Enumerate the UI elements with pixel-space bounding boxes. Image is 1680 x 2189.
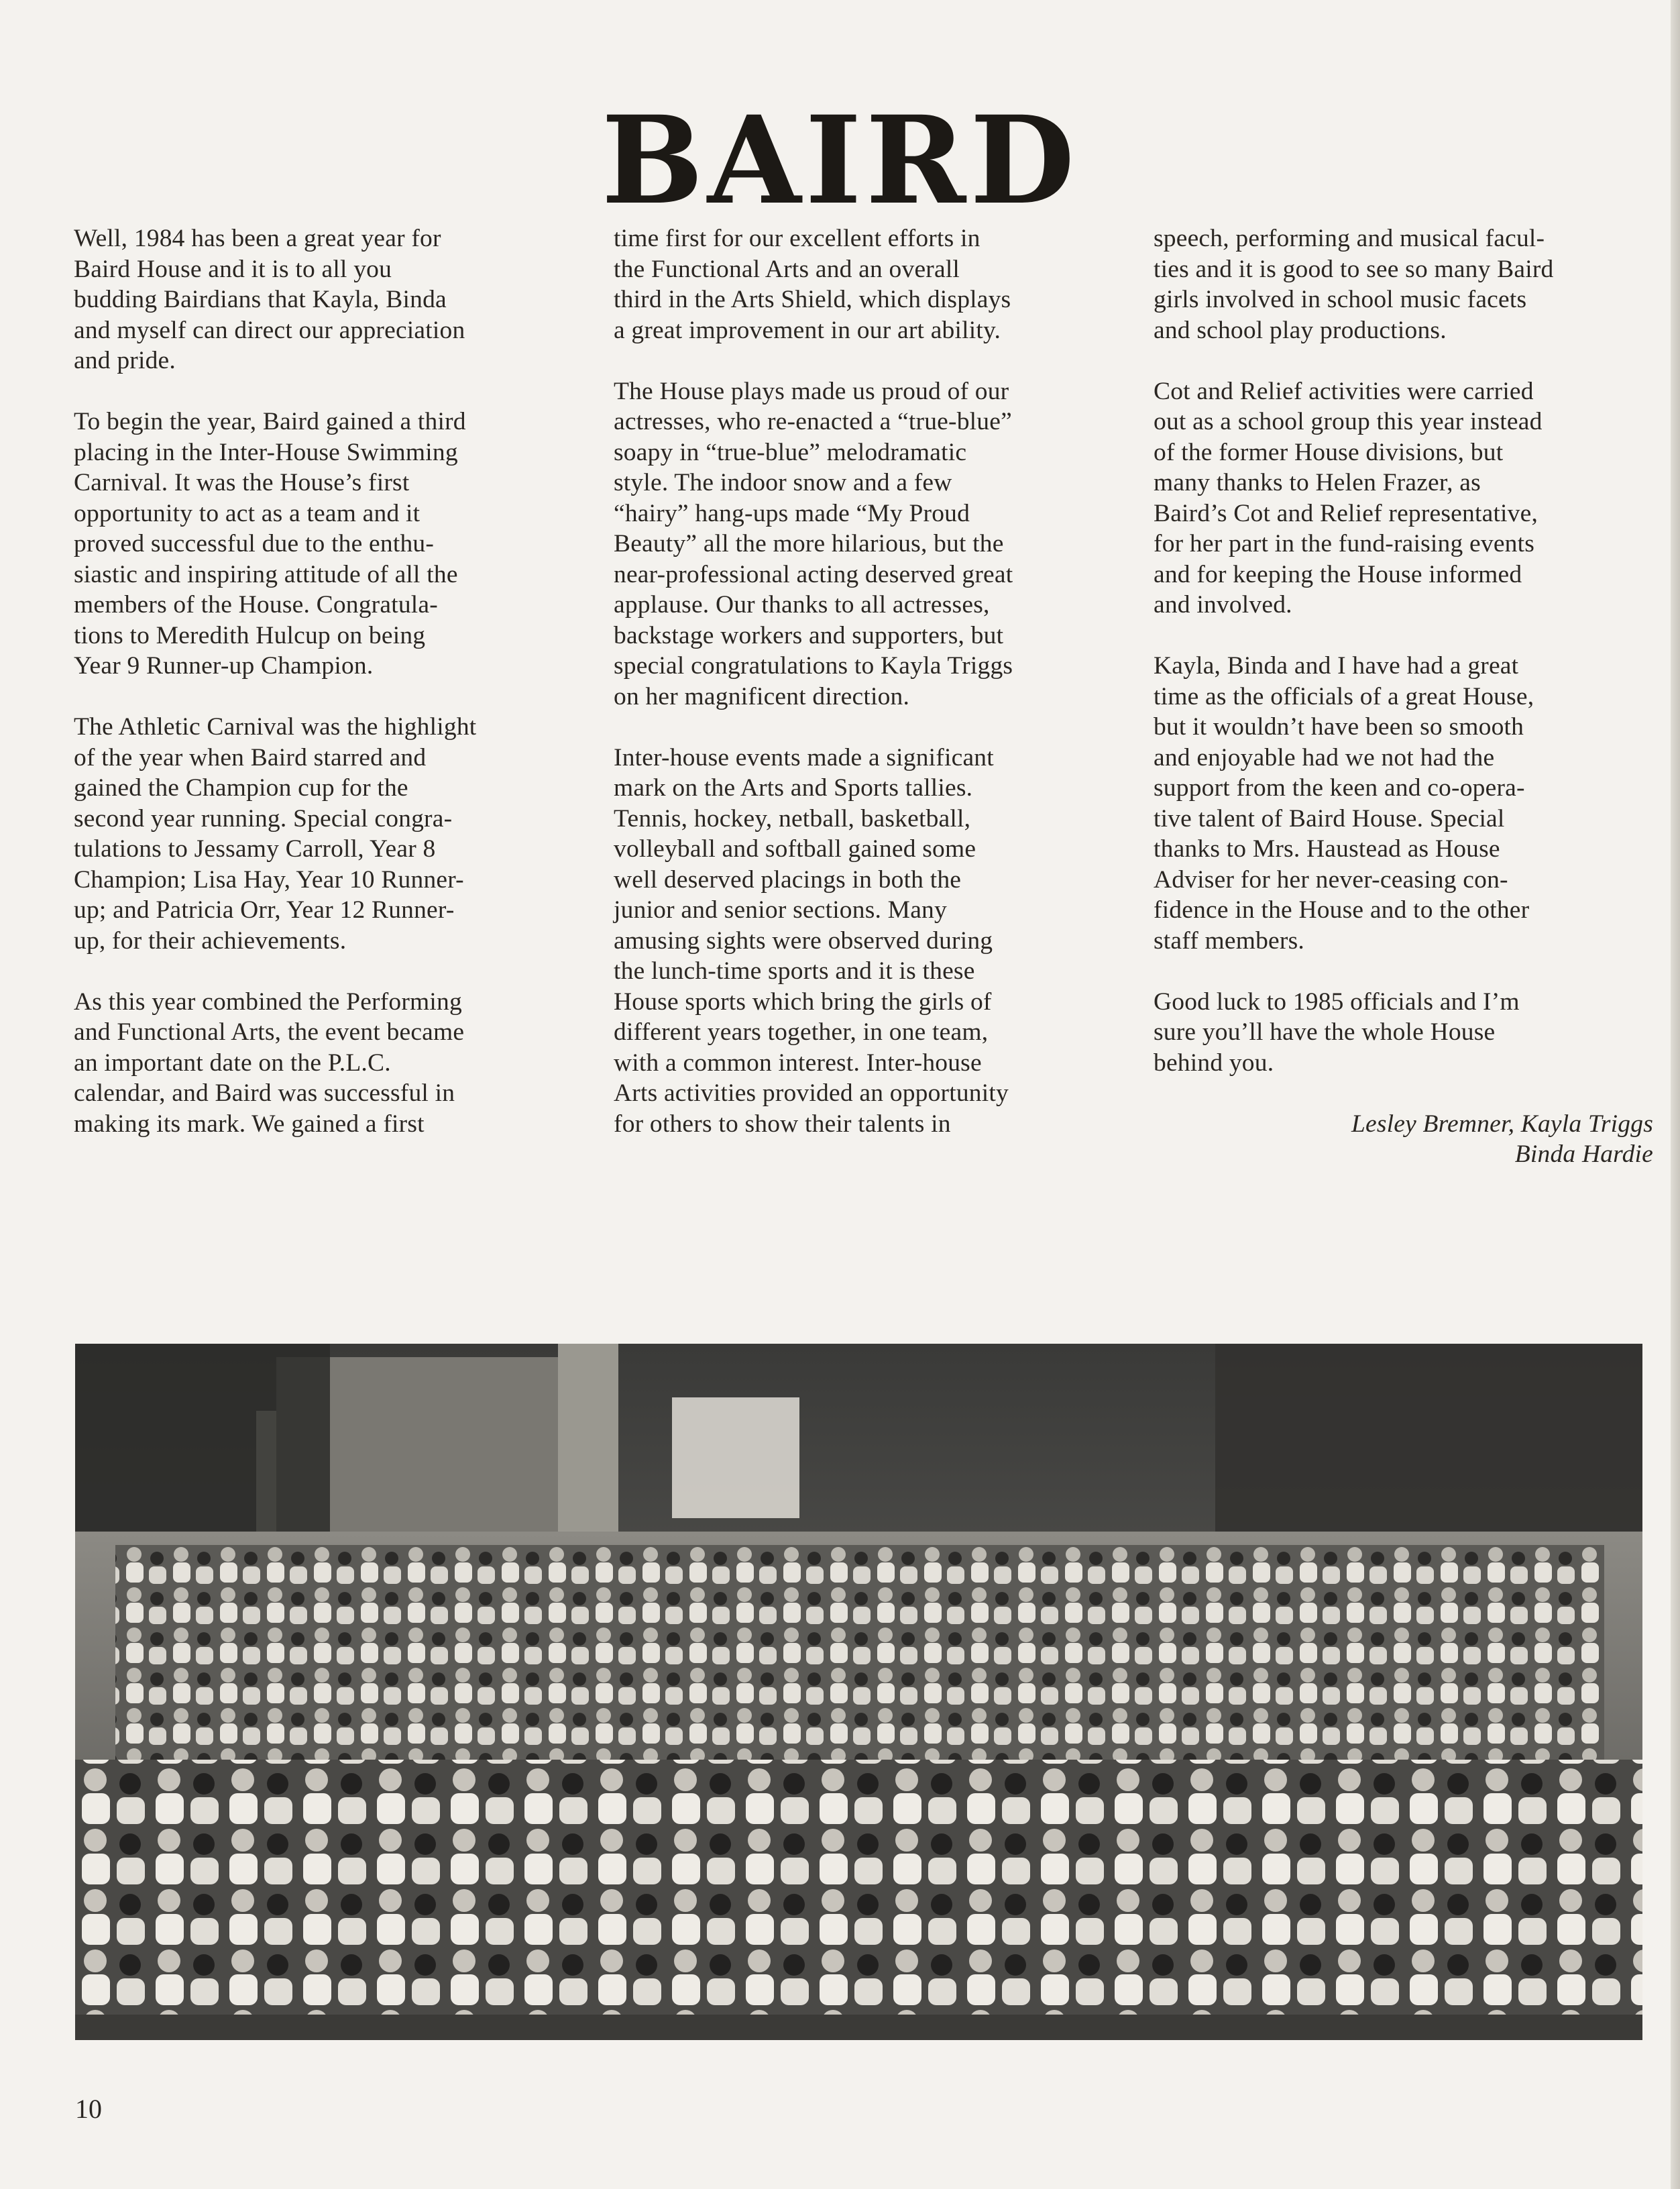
paragraph: time first for our excellent efforts in the Functional Arts and an overall third in the Arts Shield, which displays a great improvement in our art ability. xyxy=(614,225,1011,344)
paragraph: Cot and Relief activities were carried out as a school group this year instead of the former House divisions, but many thanks to Helen Frazer, as Baird’s Cot and Relief representative, for her part in the fund-raising events and for keeping the House informed and involved. xyxy=(1154,377,1543,619)
paragraph: Good luck to 1985 officials and I’m sure you’ll have the whole House behind you. xyxy=(1154,987,1520,1077)
paragraph: Inter-house events made a significant mark on the Arts and Sports tallies. Tennis, hockey, netball, basketball, volleyball and softball gained some well deserved placings in both the junior and senior sections. Many amusing sights were observed during the lunch-time sports and it is these House sports which bring the girls of different years together, in one team, with a common interest. Inter-house Arts activities provided an opportunity for others to show their talents in xyxy=(614,743,1009,1138)
paragraph: As this year combined the Performing and Functional Arts, the event became an important date on the P.L.C. calendar, and Baird was successful in making its mark. We gained a first xyxy=(74,987,465,1138)
group-photo xyxy=(75,1344,1642,2040)
paragraph: Kayla, Binda and I have had a great time as the officials of a great House, but it wouldn’t have been so smooth and enjoyable had we not had the support from the keen and co-opera- tive talent of Baird House. Special thanks to Mrs. Haustead as House Adviser for her never-ceasing con- fidence in the House and to the other staff members. xyxy=(1154,652,1534,955)
paragraph: The Athletic Carnival was the highlight of the year when Baird starred and gained the Champion cup for the second year running. Special congra- tulations to Jessamy Carroll, Year 8 Champion; Lisa Hay, Year 10 Runner- up; and Patricia Orr, Year 12 Runner- up, for their achievements. xyxy=(74,713,477,955)
text-column-2 xyxy=(614,223,1103,1170)
page-number: 10 xyxy=(75,2094,102,2124)
author-signature: Lesley Bremner, Kayla Triggs Binda Hardie xyxy=(1351,1110,1653,1168)
text-column-1 xyxy=(74,223,563,1170)
paragraph: speech, performing and musical facul- ties and it is good to see so many Baird girls involved in school music facets and school play productions. xyxy=(1154,225,1554,344)
page-edge xyxy=(1671,0,1680,2189)
text-column-3 xyxy=(1154,223,1653,1200)
standing-girls xyxy=(672,1397,799,1518)
seated-crowd-front xyxy=(75,1760,1642,2028)
page-title: BAIRD xyxy=(601,90,1079,231)
paragraph: To begin the year, Baird gained a third placing in the Inter-House Swimming Carnival. It was the House’s first opportunity to act as a team and it proved successful due to the enthu- siastic and inspiring attitude of all the members of the House. Congratula- tions to Meredith Hulcup on being Year 9 Runner-up Champion. xyxy=(74,408,466,680)
paragraph: The House plays made us proud of our actresses, who re-enacted a “true-blue” soapy in “true-blue” melodramatic style. The indoor snow and a few “hairy” hang-ups made “My Proud Beauty” all the more hilarious, but the near-professional acting deserved great applause. Our thanks to all actresses, backstage workers and supporters, but special congratulations to Kayla Triggs on her magnificent direction. xyxy=(614,377,1013,710)
paragraph: Well, 1984 has been a great year for Baird House and it is to all you budding Bairdians that Kayla, Binda and myself can direct our appreciation and pride. xyxy=(74,225,465,374)
